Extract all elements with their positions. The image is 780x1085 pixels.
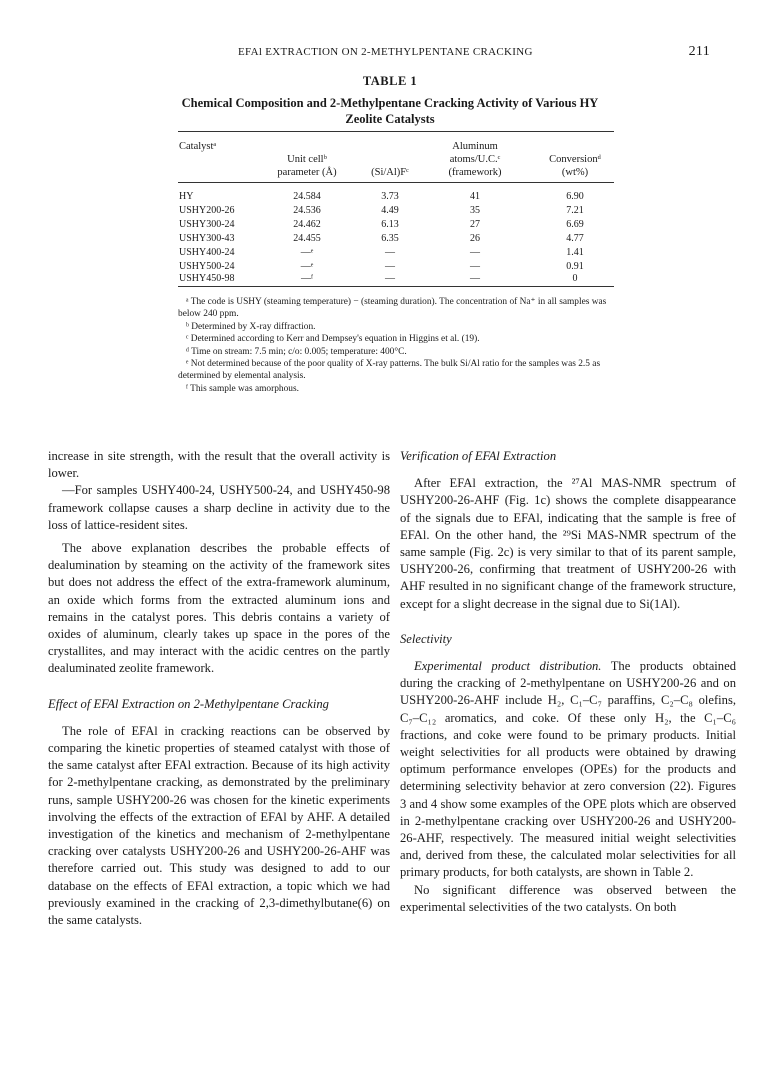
footnote: ᵈ Time on stream: 7.5 min; c/o: 0.005; temperature: 400°C. [186, 346, 407, 357]
table-cell: 6.35 [381, 233, 399, 244]
paragraph: No significant difference was observed between the experimental selectivities of the two catalysts. On both [400, 882, 736, 914]
table-cell: — [385, 273, 395, 284]
running-title: EFAl EXTRACTION ON 2-METHYLPENTANE CRACKING [238, 46, 533, 58]
left-text-column [48, 448, 390, 929]
table-cell: —ᵉ [300, 261, 314, 272]
table-cell: 27 [470, 219, 480, 230]
footnote: ᵇ Determined by X-ray diffraction. [186, 321, 316, 332]
paragraph: The role of EFAl in cracking reactions can be observed by comparing the kinetic properties of steamed catalyst with those of the same catalyst after EFAl extraction. Because of its high activity for 2-methylpentane cracking, as demonstrated by the preliminary runs, sample USHY200-26 was chosen for the kinetic experiments involving the effects of the extraction of EFAl by AHF. A detailed investigation of the kinetics and mechanism of 2-methylpentane cracking over catalysts USHY200-26 and USHY200-26-AHF was therefore carried out. This study was designed to add to our database on the effects of EFAl extraction, a topic which we had previously examined in the cracking of 2,3-dimethylbutane(6) on the same catalysts. [48, 723, 390, 928]
section-heading: Verification of EFAl Extraction [400, 449, 557, 463]
right-text-column [400, 448, 736, 916]
table-cell: USHY500-24 [179, 261, 235, 272]
paragraph: —For samples USHY400-24, USHY500-24, and USHY450-98 framework collapse causes a sharp decline in activity due to the loss of lattice-resident sites. [48, 483, 390, 532]
table-cell: 6.13 [381, 219, 399, 230]
table-cell: 24.536 [293, 205, 321, 216]
footnote: ᶜ Determined according to Kerr and Dempsey's equation in Higgins et al. (19). [186, 334, 480, 345]
column-header-aluminum-atoms: Aluminum atoms/U.C.ᶜ (framework) [448, 141, 502, 178]
paragraph: The above explanation describes the probable effects of dealumination by steaming on the activity of the framework sites but does not address the effect of the extra-framework aluminum, an oxide which forms from the extracted aluminum ions and remains in the catalyst pores. This debris contains a variety of oxides of aluminum, clearly takes up space in the pores of the crystallites, and may interact with the acidic centres on the partly dealuminated zeolite framework. [48, 541, 390, 676]
table-cell: 41 [470, 191, 480, 202]
table-cell: 1.41 [566, 247, 584, 258]
paragraph-text: The products obtained during the cracking of 2-methylpentane on USHY200-26 and on USHY200-26-AHF include H₂, C₁–C₇ paraffins, C₂–C₈ olefins, C₇–C₁₂ aromatics, and coke. Of these only H₂, the C₁–C₆ fractions, and coke were found to be primary products. Initial weight selectivities for all products were obtained by drawing optimum performance envelopes (OPEs) for the products and determining selectivity behavior at zero conversion (22). Figures 3 and 4 show some examples of the OPE plots which are observed in 2-methylpentane cracking over USHY200-26 and USHY200-26-AHF, respectively. The measured initial weight selectivities and, derived from these, the calculated molar selectivities for all primary products, for both catalysts, are shown in Table 2. [400, 659, 736, 880]
table-cell: 7.21 [566, 205, 584, 216]
table-cell: 24.584 [293, 191, 321, 202]
table-cell: 26 [470, 233, 480, 244]
table-cell: —ᶠ [300, 273, 314, 284]
table-header-rule [178, 182, 614, 183]
table-cell: 0 [572, 273, 578, 284]
table-cell: USHY300-43 [179, 233, 235, 244]
table-cell: — [470, 247, 480, 258]
table-cell: 4.49 [381, 205, 399, 216]
table-footnotes [178, 296, 618, 395]
table-cell: USHY450-98 [179, 273, 235, 284]
table-cell: HY [179, 191, 194, 202]
paragraph: increase in site strength, with the result that the overall activity is lower. [48, 449, 390, 481]
table-title: Chemical Composition and 2-Methylpentane Cracking Activity of Various HY Zeolite Catalysts [181, 96, 599, 126]
table-top-rule [178, 131, 614, 132]
footnote: ᵃ The code is USHY (steaming temperature) − (steaming duration). The concentration of Na⁺ in all samples was below 240 ppm. [178, 297, 607, 320]
column-header-si-al: (Si/Al)Fᶜ [371, 167, 409, 178]
table-cell: — [385, 261, 395, 272]
page-number: 211 [688, 44, 710, 59]
section-heading: Selectivity [400, 631, 452, 646]
section-heading: Effect of EFAl Extraction on 2-Methylpentane Cracking [48, 696, 329, 711]
column-header-catalyst: Catalystᵃ [179, 141, 217, 152]
table-cell: 24.455 [293, 233, 321, 244]
table-cell: — [385, 247, 395, 258]
table-bottom-rule [178, 286, 614, 287]
table-cell: 3.73 [381, 191, 399, 202]
table-cell: 24.462 [293, 219, 321, 230]
footnote: ᶠ This sample was amorphous. [186, 383, 299, 394]
table-cell: USHY300-24 [179, 219, 235, 230]
table-cell: — [470, 261, 480, 272]
table-cell: 0.91 [566, 261, 584, 272]
table-cell: 4.77 [566, 233, 584, 244]
table-cell: 35 [470, 205, 480, 216]
run-in-heading: Experimental product distribution. [414, 659, 602, 674]
table-cell: USHY200-26 [179, 205, 235, 216]
table-cell: — [470, 273, 480, 284]
table-cell: 6.90 [566, 191, 584, 202]
footnote: ᵉ Not determined because of the poor quality of X-ray patterns. The bulk Si/Al ratio for the samples was 2.5 as determined by elemental analysis. [178, 359, 601, 382]
paragraph [400, 658, 736, 882]
table-cell: —ᵉ [300, 247, 314, 258]
table-cell: USHY400-24 [179, 247, 235, 258]
column-header-unit-cell: Unit cellᵇ parameter (Å) [277, 154, 337, 178]
column-header-conversion: Conversionᵈ (wt%) [549, 154, 601, 178]
running-header [238, 46, 710, 60]
table-label: TABLE 1 [362, 74, 418, 88]
paragraph: After EFAl extraction, the ²⁷Al MAS-NMR spectrum of USHY200-26-AHF (Fig. 1c) shows the complete disappearance of the signals due to EFAl, indicating that the sample is free of EFAl. On the other hand, the ²⁹Si MAS-NMR spectrum of the same sample (Fig. 2c) is very similar to that of its parent sample, USHY200-26, confirming that treatment of USHY200-26 with AHF resulted in no significant change of the framework structure, except for a slight decrease in the signal due to Si(1Al). [400, 476, 736, 611]
table-cell: 6.69 [566, 219, 584, 230]
